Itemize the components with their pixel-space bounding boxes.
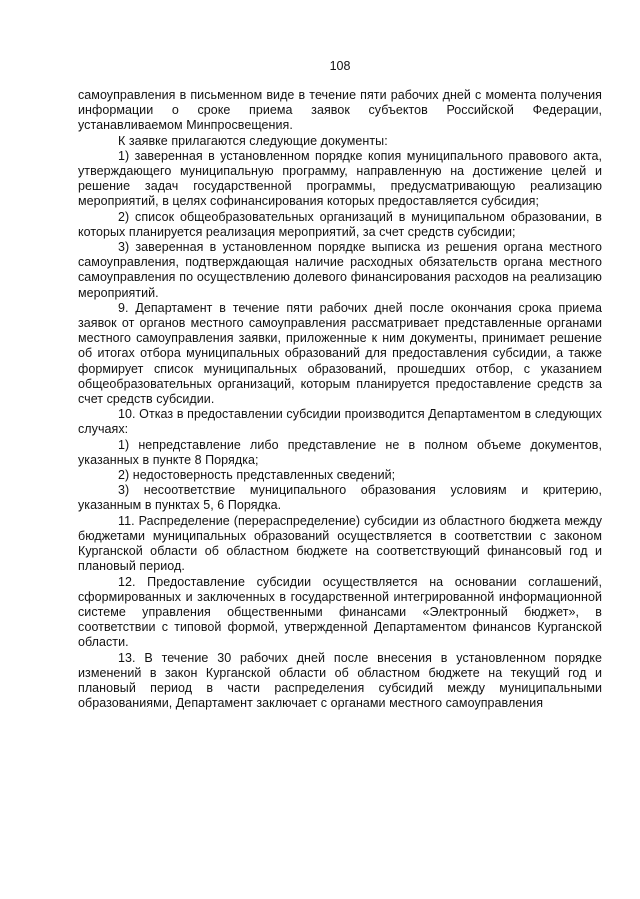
paragraph: 1) заверенная в установленном порядке копия муниципального правового акта, утверждающего муниципальную программу, направленную на достижение целей и решение задач государственной программы, предусматривающую реализацию мероприятий, в целях софинансирования которых предоставляется субсидия; (78, 148, 602, 209)
document-body (78, 88, 602, 711)
paragraph: 12. Предоставление субсидии осуществляется на основании соглашений, сформированных и заключенных в государственной интегрированной информационной системе управления общественными финансами «Электронный бюджет», в соответствии с типовой формой, утвержденной Департаментом финансов Курганской области. (78, 574, 602, 650)
paragraph: 9. Департамент в течение пяти рабочих дней после окончания срока приема заявок от органов местного самоуправления рассматривает представленные органами местного самоуправления заявки, приложенные к ним документы, принимает решение об итогах отбора муниципальных образований для предоставления субсидии, а также формирует список муниципальных образований, прошедших отбор, с указанием общеобразовательных организаций, которым планируется предоставление средств за счет средств субсидии. (78, 300, 602, 407)
paragraph: К заявке прилагаются следующие документы: (118, 133, 388, 148)
paragraph: 13. В течение 30 рабочих дней после внесения в установленном порядке изменений в закон Курганской области об областном бюджете на текущий год и плановый период в части распределения субсидий между муниципальными образованиями, Департамент заключает с органами местного самоуправления (78, 650, 602, 711)
paragraph: 1) непредставление либо представление не в полном объеме документов, указанных в пункте 8 Порядка; (78, 437, 602, 467)
page-number: 108 (329, 59, 351, 73)
paragraph: 3) заверенная в установленном порядке выписка из решения органа местного самоуправления, подтверждающая наличие расходных обязательств органа местного самоуправления по осуществлению долевого финансирования расходов на реализацию мероприятий. (78, 240, 602, 300)
document-page (78, 58, 602, 711)
paragraph: 2) список общеобразовательных организаций в муниципальном образовании, в которых планируется реализация мероприятий, за счет средств субсидии; (78, 209, 602, 239)
paragraph: 10. Отказ в предоставлении субсидии производится Департаментом в следующих случаях: (78, 407, 602, 437)
paragraph: самоуправления в письменном виде в течение пяти рабочих дней с момента получения информации о сроке приема заявок субъектов Российской Федерации, устанавливаемом Минпросвещения. (78, 88, 602, 133)
paragraph: 2) недостоверность представленных сведений; (118, 468, 396, 483)
paragraph: 3) несоответствие муниципального образования условиям и критерию, указанным в пунктах 5, 6 Порядка. (78, 483, 602, 513)
paragraph: 11. Распределение (перераспределение) субсидии из областного бюджета между бюджетами муниципальных образований осуществляется в соответствии с законом Курганской области об областном бюджете на соответствующий финансовый год и плановый период. (78, 513, 602, 574)
